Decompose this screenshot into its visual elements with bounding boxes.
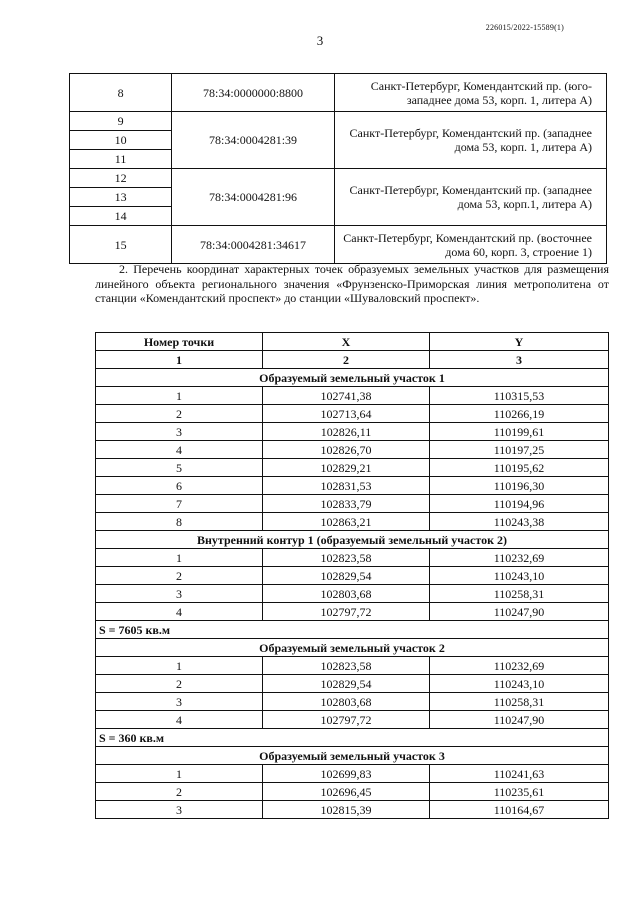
point-number: 1 [96,549,263,567]
coordinate-y: 110197,25 [430,441,609,459]
table-row [96,801,609,819]
section-title: Образуемый земельный участок 3 [96,747,609,765]
table-row [96,585,609,603]
coordinate-x: 102829,54 [263,567,430,585]
coordinate-x: 102696,45 [263,783,430,801]
section-row [96,531,609,549]
point-number: 3 [96,585,263,603]
header-x: X [263,333,430,351]
coordinate-x: 102797,72 [263,603,430,621]
table-row [96,783,609,801]
area-row [96,621,609,639]
column-number-row [96,351,609,369]
point-number: 4 [96,711,263,729]
table-row [70,226,607,264]
table-row [70,112,607,131]
point-number: 4 [96,441,263,459]
address: Санкт-Петербург, Комендантский пр. (западнее дома 53, корп.1, литера А) [334,169,606,226]
point-number: 2 [96,783,263,801]
area-value: S = 7605 кв.м [96,621,609,639]
coordinate-y: 110235,61 [430,783,609,801]
coordinates-table [95,332,609,819]
point-number: 3 [96,423,263,441]
coordinate-y: 110232,69 [430,657,609,675]
coordinate-y: 110164,67 [430,801,609,819]
row-number: 14 [70,207,172,226]
coordinate-x: 102797,72 [263,711,430,729]
row-number: 11 [70,150,172,169]
point-number: 8 [96,513,263,531]
coordinate-x: 102833,79 [263,495,430,513]
coordinate-x: 102826,70 [263,441,430,459]
coordinate-x: 102829,54 [263,675,430,693]
coordinate-x: 102713,64 [263,405,430,423]
header-point-number: Номер точки [96,333,263,351]
section-title: Образуемый земельный участок 2 [96,639,609,657]
row-number: 8 [70,74,172,112]
coordinate-y: 110258,31 [430,585,609,603]
coordinates-paragraph: 2. Перечень координат характерных точек образуемых земельных участков для размещения линейного объекта регионального значения «Фрунзенско-Приморская линия метрополитена от станции «Комендантский проспект» до станции «Шуваловский проспект». [95,262,609,305]
coordinate-x: 102803,68 [263,693,430,711]
coordinate-x: 102823,58 [263,549,430,567]
section-title: Образуемый земельный участок 1 [96,369,609,387]
coordinate-y: 110241,63 [430,765,609,783]
coordinate-y: 110266,19 [430,405,609,423]
table-row [96,387,609,405]
coordinate-y: 110199,61 [430,423,609,441]
table-row [96,765,609,783]
coordinate-y: 110195,62 [430,459,609,477]
coordinate-y: 110243,10 [430,675,609,693]
coordinate-x: 102831,53 [263,477,430,495]
cadastral-number: 78:34:0004281:96 [172,169,335,226]
table-row [96,513,609,531]
section-row [96,747,609,765]
table-row [96,477,609,495]
coordinate-x: 102803,68 [263,585,430,603]
row-number: 13 [70,188,172,207]
area-row [96,729,609,747]
coordinate-y: 110194,96 [430,495,609,513]
header-y: Y [430,333,609,351]
point-number: 1 [96,657,263,675]
table-row [96,423,609,441]
table-row [96,549,609,567]
area-value: S = 360 кв.м [96,729,609,747]
cadastral-number: 78:34:0004281:34617 [172,226,335,264]
point-number: 3 [96,693,263,711]
row-number: 12 [70,169,172,188]
document-number: 226015/2022-15589(1) [485,23,564,32]
point-number: 4 [96,603,263,621]
point-number: 2 [96,405,263,423]
table-row [96,657,609,675]
coordinate-y: 110315,53 [430,387,609,405]
section-row [96,369,609,387]
coordinate-x: 102863,21 [263,513,430,531]
coordinate-x: 102829,21 [263,459,430,477]
address: Санкт-Петербург, Комендантский пр. (западнее дома 53, корп. 1, литера А) [334,112,606,169]
table-row [96,567,609,585]
section-title: Внутренний контур 1 (образуемый земельный участок 2) [96,531,609,549]
column-number-2: 2 [263,351,430,369]
point-number: 2 [96,567,263,585]
coordinate-y: 110196,30 [430,477,609,495]
point-number: 7 [96,495,263,513]
row-number: 15 [70,226,172,264]
address: Санкт-Петербург, Комендантский пр. (юго-западнее дома 53, корп. 1, литера А) [334,74,606,112]
table-row [96,603,609,621]
cadastral-number: 78:34:0000000:8800 [172,74,335,112]
column-number-3: 3 [430,351,609,369]
section-row [96,639,609,657]
coordinate-y: 110247,90 [430,711,609,729]
point-number: 5 [96,459,263,477]
coordinate-x: 102815,39 [263,801,430,819]
point-number: 6 [96,477,263,495]
table-row [96,711,609,729]
coordinate-y: 110243,10 [430,567,609,585]
table-row [70,169,607,188]
table-row [70,74,607,112]
cadastral-number: 78:34:0004281:39 [172,112,335,169]
address: Санкт-Петербург, Комендантский пр. (восточнее дома 60, корп. 3, строение 1) [334,226,606,264]
point-number: 1 [96,765,263,783]
coordinate-x: 102741,38 [263,387,430,405]
point-number: 3 [96,801,263,819]
table-row [96,693,609,711]
page-number: 3 [316,33,324,48]
coordinate-x: 102826,11 [263,423,430,441]
cadastral-table [69,73,607,264]
point-number: 2 [96,675,263,693]
table-row [96,675,609,693]
table-header-row [96,333,609,351]
point-number: 1 [96,387,263,405]
table-row [96,405,609,423]
column-number-1: 1 [96,351,263,369]
coordinate-y: 110232,69 [430,549,609,567]
coordinate-x: 102823,58 [263,657,430,675]
coordinate-y: 110258,31 [430,693,609,711]
table-row [96,459,609,477]
coordinate-y: 110247,90 [430,603,609,621]
row-number: 9 [70,112,172,131]
table-row [96,495,609,513]
row-number: 10 [70,131,172,150]
coordinate-x: 102699,83 [263,765,430,783]
coordinate-y: 110243,38 [430,513,609,531]
table-row [96,441,609,459]
